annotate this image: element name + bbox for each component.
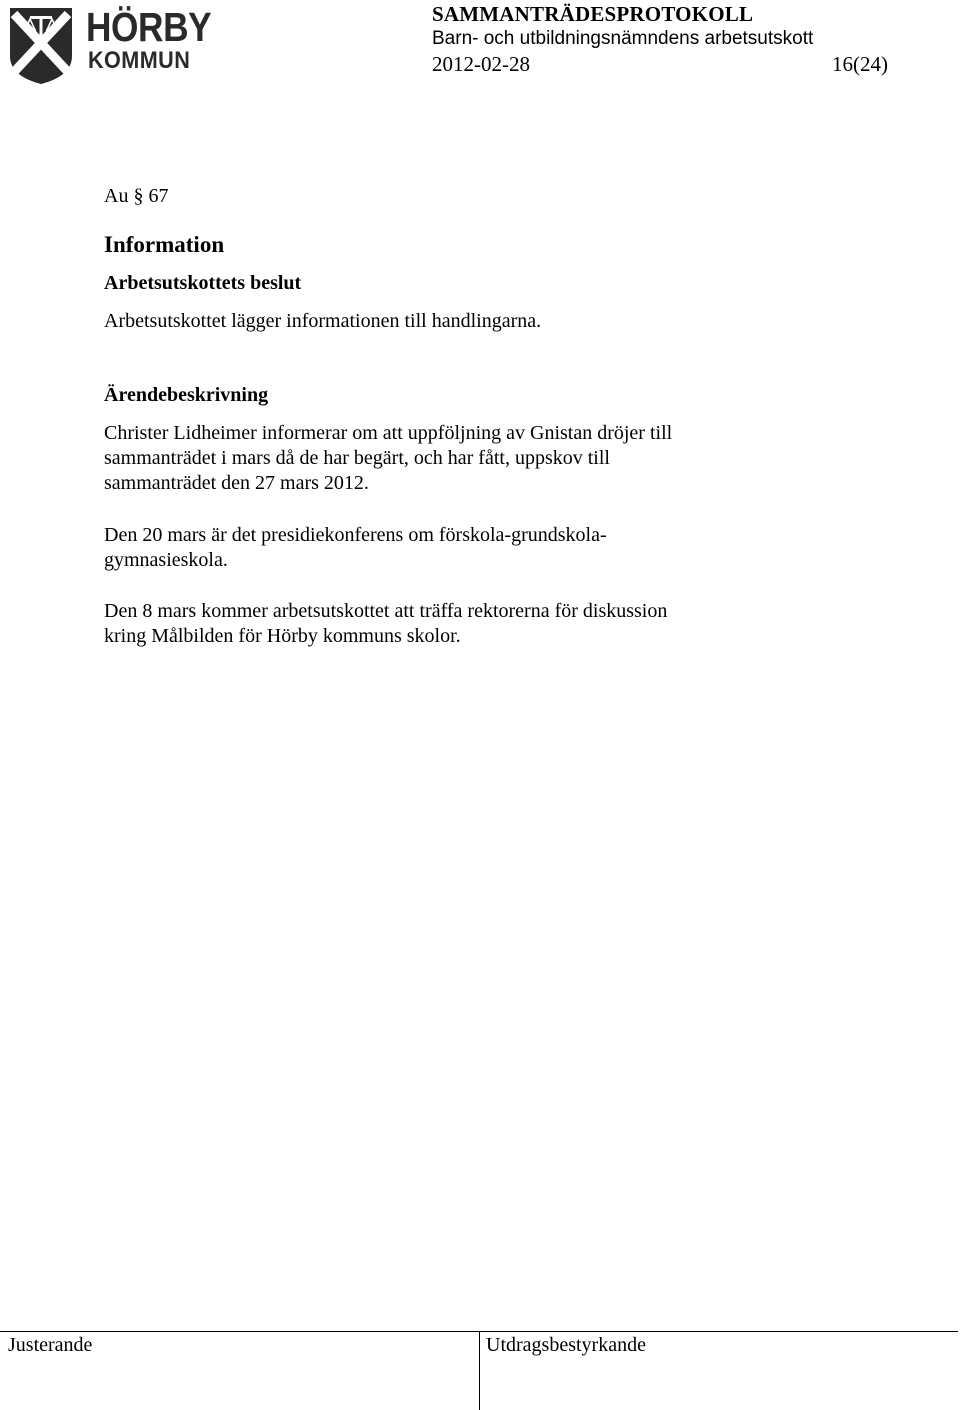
decision-heading: Arbetsutskottets beslut xyxy=(104,272,302,294)
text-line: Den 20 mars är det presidiekonferens om förskola-grundskola- xyxy=(104,524,607,546)
text-line: sammanträdet den 27 mars 2012. xyxy=(104,472,369,494)
logo-wordmark-kommun: KOMMUN xyxy=(88,47,191,74)
description-paragraph-2 xyxy=(104,523,804,573)
protocol-title: SAMMANTRÄDESPROTOKOLL xyxy=(432,2,754,26)
page-number: 16(24) xyxy=(832,52,888,76)
logo-wordmark-horby: HÖRBY xyxy=(86,4,212,50)
footer-label-utdragsbestyrkande: Utdragsbestyrkande xyxy=(486,1334,646,1356)
description-heading: Ärendebeskrivning xyxy=(104,384,269,406)
footer-column-separator xyxy=(479,1331,480,1410)
text-line: sammanträdet i mars då de har begärt, och har fått, uppskov till xyxy=(104,447,610,469)
description-paragraph-1 xyxy=(104,421,804,496)
section-reference: Au § 67 xyxy=(104,185,169,207)
description-paragraph-3 xyxy=(104,599,804,649)
text-line: Christer Lidheimer informerar om att uppföljning av Gnistan dröjer till xyxy=(104,422,673,444)
text-line: kring Målbilden för Hörby kommuns skolor. xyxy=(104,625,461,647)
coat-of-arms-icon xyxy=(8,6,74,86)
footer-label-justerande: Justerande xyxy=(8,1334,93,1356)
text-line: Den 8 mars kommer arbetsutskottet att träffa rektorerna för diskussion xyxy=(104,600,668,622)
meeting-date: 2012-02-28 xyxy=(432,52,530,76)
committee-name: Barn- och utbildningsnämndens arbetsutskott xyxy=(432,28,814,49)
hörby-kommun-logo xyxy=(8,4,212,86)
page-title: Information xyxy=(104,232,225,257)
text-line: gymnasieskola. xyxy=(104,549,228,571)
decision-text: Arbetsutskottet lägger informationen till handlingarna. xyxy=(104,310,542,332)
